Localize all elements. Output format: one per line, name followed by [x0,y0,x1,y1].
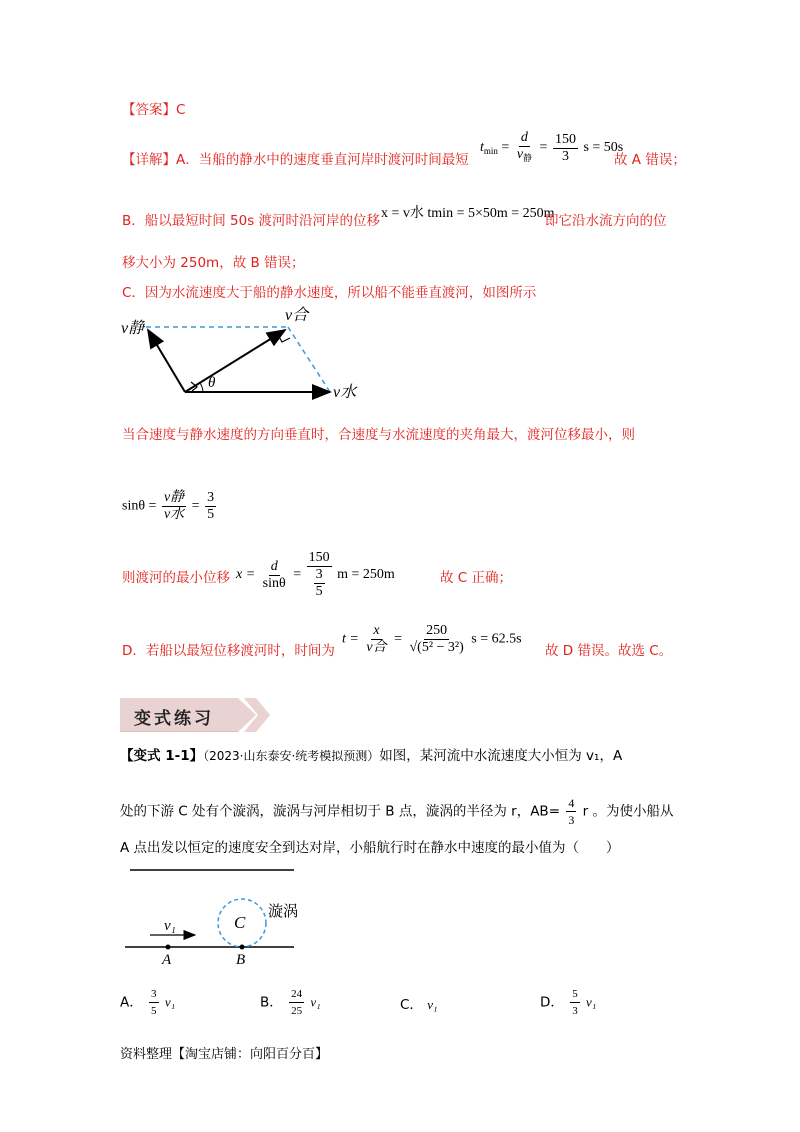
formula-min-disp: x = $\frac{d}{\sin\theta}$ = 150 3 5 m = 250m [236,550,395,599]
min-disp-suffix: 故 C 正确； [440,570,513,586]
v-water-label: v水 [333,384,357,401]
point-b-dot [240,945,245,950]
formula-tmin-den2: 3 [561,148,569,164]
formula-min-disp-den: sinθ [262,575,286,591]
v-still-arrow [148,330,185,392]
river-diagram [120,860,320,970]
v-combined-arrow [185,330,285,392]
formula-sin-den: v水 [163,507,185,522]
formula-min-disp-num2: 150 [308,550,330,565]
option-a-var: v₁ [164,994,176,1010]
velocity-diagram [115,300,365,410]
angle-arc [200,383,203,392]
formula-tmin-num: d [520,130,528,145]
formula-tmin-den-sub: 静 [523,153,533,163]
answer-value: C [176,102,186,118]
option-c[interactable] [400,993,438,1013]
formula-min-disp-mid: 3 [315,567,323,582]
option-d-num: 5 [570,986,580,1003]
detail-d-text: D．若船以最短位移渡河时，时间为 [122,643,335,659]
option-a-den: 5 [151,1005,157,1017]
detail-b-text: B．船以最短时间 50s 渡河时沿河岸的位移 [122,213,381,229]
question-line1-rest: 如图，某河流中水流速度大小恒为 v₁，A [379,748,623,764]
question-source: （2023·山东泰安·统考模拟预测） [203,749,380,763]
formula-tmin-den: v [516,147,524,162]
point-b-label: B [236,952,246,968]
formula-d-result: s = 62.5s [471,631,522,647]
formula-d-lhs: t = [342,631,359,647]
section-title: 变式练习 [134,709,214,729]
formula-tmin-result: s = 50s [583,140,624,156]
detail-b-suffix: 即它沿水流方向的位 [545,213,667,229]
option-d-var: v₁ [586,994,597,1010]
option-b[interactable] [260,986,321,1019]
formula-sin-eq: = [191,498,200,514]
detail-a-text: 【详解】A．当船的静水中的速度垂直河岸时渡河时间最短 [122,152,469,168]
point-a-dot [166,945,171,950]
point-a-label: A [162,952,172,968]
formula-min-disp-num: d [270,558,278,574]
detail-c-line2: 当合速度与静水速度的方向垂直时，合速度与水流速度的夹角最大，渡河位移最小，则 [122,427,635,443]
point-c-label: C [234,913,246,932]
option-d-den: 3 [572,1005,578,1017]
question-line1 [120,746,622,766]
formula-tmin-sub: min [483,146,498,157]
option-c-var: v₁ [427,997,438,1012]
option-b-den: 25 [291,1005,303,1017]
option-b-num: 24 [289,986,304,1003]
section-banner [120,698,270,732]
formula-min-disp-result: m = 250m [337,567,395,583]
option-c-label: C． [400,997,423,1013]
min-disp-text: 则渡河的最小位移 [122,570,230,586]
footer-text: 资料整理【淘宝店铺：向阳百分百】 [120,1047,329,1062]
formula-d-num2: 250 [426,623,448,638]
formula-min-disp-lhs: x = [236,567,256,583]
option-b-var: v₁ [310,994,321,1010]
question-line3: A 点出发以恒定的速度安全到达对岸，小船航行时在静水中速度的最小值为（ ） [120,840,620,856]
formula-d-den: v合 [366,640,387,655]
option-b-label: B． [260,994,283,1011]
v-combined-label: v合 [285,307,309,324]
detail-b-line2: 移大小为 250m，故 B 错误； [122,255,305,271]
option-d[interactable] [540,986,596,1019]
angle-label: θ [208,375,216,391]
option-d-label: D． [540,994,564,1011]
v1-label: v₁ [164,918,176,934]
detail-c-line1: C．因为水流速度大于船的静水速度，所以船不能垂直渡河，如图所示 [122,285,537,301]
detail-d-suffix: 故 D 错误。故选 C。 [545,643,673,659]
question-line2 [120,795,673,828]
question-line2-text: 处的下游 C 处有个漩涡，漩涡与河岸相切于 B 点，漩涡的半径为 r，AB= [120,803,561,820]
answer-line [122,100,185,120]
option-a-label: A． [120,994,143,1011]
formula-sin-lhs: sinθ = [122,498,157,514]
formula-d: t = $\frac{x}{\text{v合}}$ = $\frac{250}{\text{√(5² − 3²)}}$ s = 62.5s [342,623,522,655]
v-still-label: v静 [121,320,145,337]
formula-d-num: x [373,623,380,638]
question-tag: 【变式 1-1】 [120,748,204,764]
option-a-num: 3 [149,986,159,1003]
formula-sin-num: v静 [163,490,185,505]
detail-a-suffix: 故 A 错误； [614,152,686,168]
formula-d-den2: √(5² − 3²) [409,640,464,655]
vortex-label: 漩涡 [268,902,299,920]
option-a[interactable] [120,986,175,1019]
formula-tmin: $t_{min}$ = $\frac{d}{v_静}$ = $\frac{150}{3}$ s = 50s [480,130,624,164]
formula-tmin-lhs: t [480,140,484,156]
formula-tmin-num2: 150 [554,131,576,147]
formula-min-disp-den2: 5 [315,584,323,599]
formula-sin-den2: 5 [207,507,215,522]
formula-b: x = v水 tmin = 5×50m = 250m [381,206,555,221]
question-frac-num: 4 [568,796,575,810]
answer-label: 【答案】 [122,102,176,118]
question-frac-den: 3 [568,813,575,827]
formula-sin [122,490,218,523]
formula-sin-num2: 3 [207,490,215,505]
dashed-side-line [288,327,330,392]
question-line2-rest: r 。为使小船从 [582,803,674,820]
